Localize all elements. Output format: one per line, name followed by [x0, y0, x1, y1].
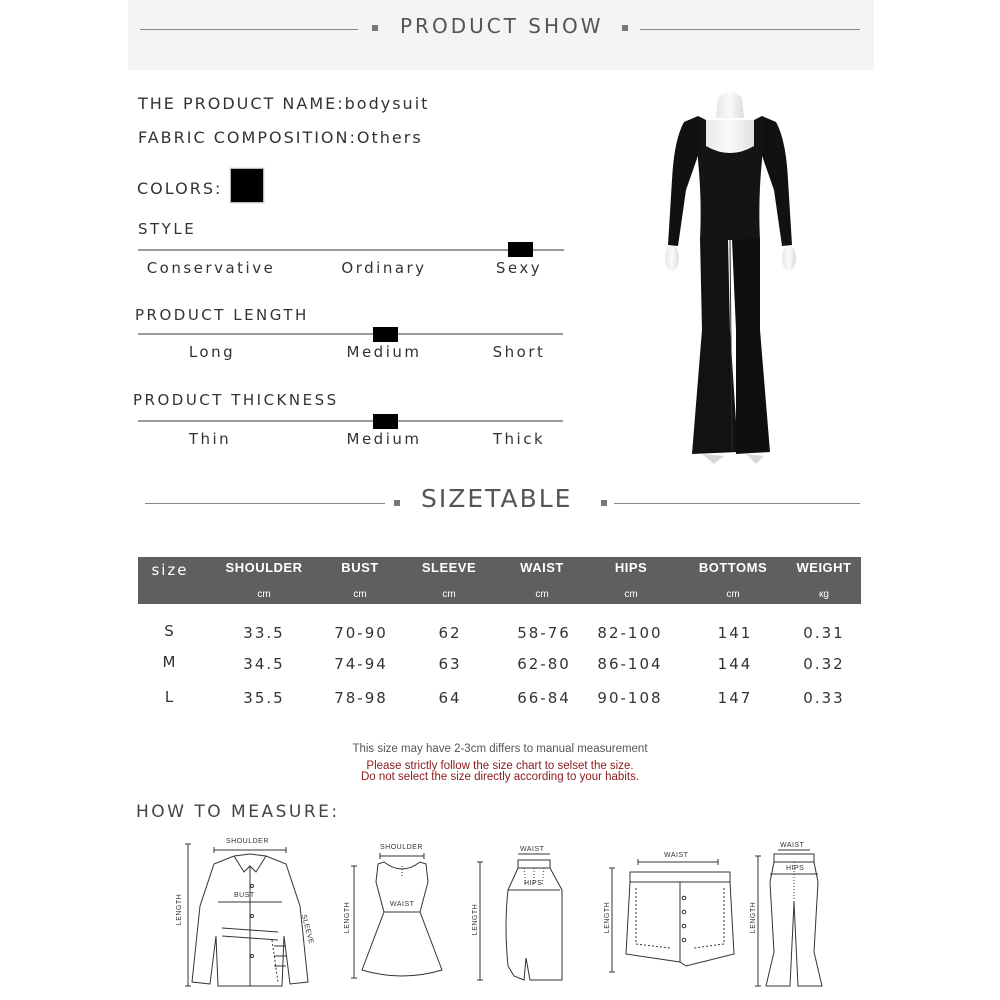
banner-rule-right	[640, 29, 860, 30]
unit-sleeve: cm	[442, 589, 456, 600]
pants-length-label: LENGTH	[750, 901, 758, 934]
cell-bottoms: 147	[717, 689, 753, 707]
unit-waist: cm	[535, 589, 549, 600]
cell-size: L	[164, 688, 176, 706]
unit-weight: кg	[819, 589, 829, 600]
sizetable-dot-right	[601, 500, 607, 506]
col-hips: HIPS	[614, 560, 648, 575]
cell-sleeve: 62	[438, 624, 462, 642]
length-option-long: Long	[188, 343, 236, 361]
dress-length-label: LENGTH	[344, 901, 352, 934]
style-label: STYLE	[138, 220, 197, 238]
pants-waist-label: WAIST	[780, 842, 805, 849]
style-option-sexy: Sexy	[495, 259, 543, 277]
shirt-length-label: LENGTH	[176, 893, 184, 926]
style-marker	[508, 242, 533, 257]
cell-bottoms: 144	[717, 655, 753, 673]
unit-hips: cm	[624, 589, 638, 600]
skirt-hips-label: HIPS	[524, 880, 543, 887]
cell-weight: 0.33	[803, 689, 845, 707]
cell-size: S	[164, 622, 176, 640]
shorts-measure-diagram	[600, 848, 750, 978]
color-swatch-black[interactable]	[230, 168, 264, 203]
sizetable-rule-right	[614, 503, 860, 504]
shirt-sleeve-label: SLEEVE	[299, 913, 315, 946]
col-shoulder: SHOULDER	[225, 560, 303, 575]
col-weight: WEIGHT	[796, 560, 852, 575]
cell-waist: 62-80	[517, 655, 571, 673]
cell-weight: 0.32	[803, 655, 845, 673]
shirt-measure-diagram	[174, 836, 324, 992]
skirt-waist-label: WAIST	[520, 846, 545, 853]
cell-size: M	[162, 653, 178, 671]
col-sleeve: SLEEVE	[421, 560, 477, 575]
style-option-ordinary: Ordinary	[341, 259, 427, 277]
skirt-measure-diagram	[468, 846, 578, 986]
cell-sleeve: 64	[438, 689, 462, 707]
product-name-value: bodysuit	[344, 94, 430, 113]
dress-shoulder-label: SHOULDER	[380, 844, 423, 851]
skirt-length-label: LENGTH	[472, 903, 480, 936]
product-show-title: PRODUCT SHOW	[400, 14, 604, 38]
shorts-length-label: LENGTH	[604, 901, 612, 934]
pants-measure-diagram	[746, 842, 836, 992]
cell-waist: 58-76	[517, 624, 571, 642]
cell-waist: 66-84	[517, 689, 571, 707]
sizetable-rule-left	[145, 503, 385, 504]
product-jumpsuit-image	[640, 80, 820, 470]
banner-dot-left	[372, 25, 378, 31]
shorts-waist-label: WAIST	[664, 852, 689, 859]
thickness-marker	[373, 414, 398, 429]
style-option-conservative: Conservative	[146, 259, 276, 277]
col-bust: BUST	[341, 560, 379, 575]
length-option-short: Short	[492, 343, 546, 361]
length-track	[138, 333, 563, 335]
colors-label: COLORS:	[137, 179, 223, 198]
style-track	[138, 249, 564, 251]
col-waist: WAIST	[520, 560, 564, 575]
how-to-measure-title: HOW TO MEASURE:	[136, 802, 340, 822]
banner-rule-left	[140, 29, 358, 30]
cell-bust: 70-90	[334, 624, 388, 642]
size-warning-line-2: Do not select the size directly according to your habits.	[360, 771, 640, 783]
col-size: size	[151, 561, 189, 579]
length-option-medium: Medium	[346, 343, 422, 361]
cell-shoulder: 35.5	[243, 689, 285, 707]
sizetable-dot-left	[394, 500, 400, 506]
unit-shoulder: cm	[257, 589, 271, 600]
cell-hips: 90-108	[597, 689, 663, 707]
pants-hips-label: HIPS	[786, 865, 805, 872]
unit-bottoms: cm	[726, 589, 740, 600]
fabric-value: Others	[356, 128, 423, 147]
thickness-option-thick: Thick	[492, 430, 546, 448]
cell-shoulder: 33.5	[243, 624, 285, 642]
size-table-header	[138, 557, 861, 604]
thickness-track	[138, 420, 563, 422]
product-name-row	[138, 94, 429, 113]
cell-weight: 0.31	[803, 624, 845, 642]
cell-hips: 86-104	[597, 655, 663, 673]
shirt-bust-label: BUST	[234, 892, 255, 899]
col-bottoms: BOTTOMS	[698, 560, 768, 575]
thickness-label: PRODUCT THICKNESS	[133, 391, 339, 409]
cell-bust: 78-98	[334, 689, 388, 707]
cell-sleeve: 63	[438, 655, 462, 673]
fabric-row	[138, 128, 423, 147]
dress-measure-diagram	[340, 842, 450, 984]
cell-hips: 82-100	[597, 624, 663, 642]
unit-bust: cm	[353, 589, 367, 600]
length-label: PRODUCT LENGTH	[135, 306, 309, 324]
banner-dot-right	[622, 25, 628, 31]
cell-bottoms: 141	[717, 624, 753, 642]
shirt-shoulder-label: SHOULDER	[226, 838, 269, 845]
cell-bust: 74-94	[334, 655, 388, 673]
measurement-note: This size may have 2-3cm differs to manual measurement	[352, 743, 648, 755]
size-warning-line-1: Please strictly follow the size chart to selset the size.	[366, 760, 634, 772]
product-name-label: THE PRODUCT NAME:	[138, 94, 345, 113]
thickness-option-thin: Thin	[188, 430, 232, 448]
fabric-label: FABRIC COMPOSITION:	[138, 128, 357, 147]
length-marker	[373, 327, 398, 342]
dress-waist-label: WAIST	[390, 901, 415, 908]
sizetable-title: SIZETABLE	[421, 484, 573, 513]
cell-shoulder: 34.5	[243, 655, 285, 673]
thickness-option-medium: Medium	[346, 430, 422, 448]
